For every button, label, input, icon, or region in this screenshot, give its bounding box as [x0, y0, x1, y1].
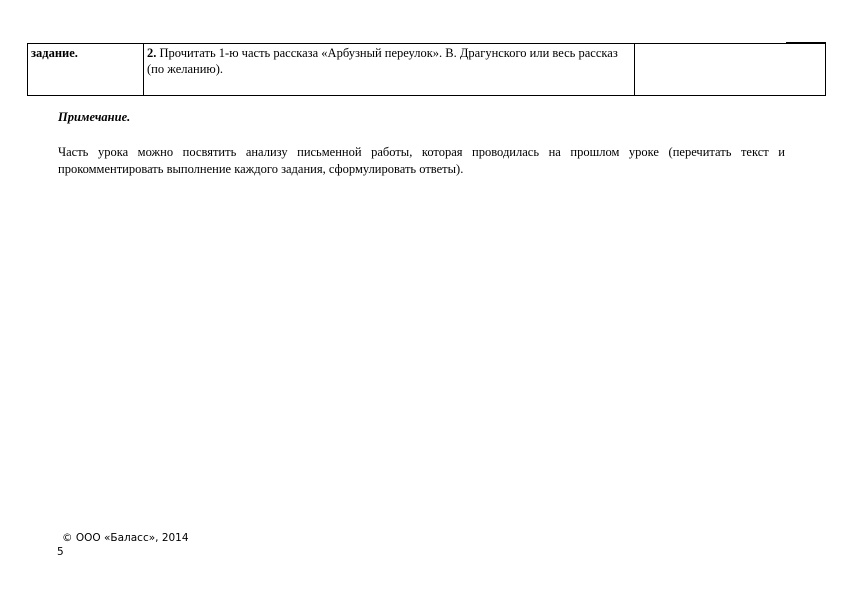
task-text: Прочитать 1-ю часть рассказа «Арбузный переулок». В. Драгунского или весь рассказ (по желанию).: [147, 46, 618, 76]
task-number: 2.: [147, 46, 157, 60]
page-number: 5: [57, 546, 64, 558]
task-content-cell: [144, 44, 635, 96]
table-row: [28, 44, 826, 96]
note-text: Часть урока можно посвятить анализу письменной работы, которая проводилась на прошлом уроке (перечитать текст и прокомментировать выполнение каждого задания, сформулировать ответы).: [58, 145, 785, 176]
note-title: Примечание.: [58, 110, 131, 124]
empty-cell: [635, 44, 826, 96]
lesson-table: [27, 43, 826, 96]
copyright-text: © ООО «Баласс», 2014: [62, 532, 189, 544]
task-label-cell: задание.: [28, 44, 144, 96]
